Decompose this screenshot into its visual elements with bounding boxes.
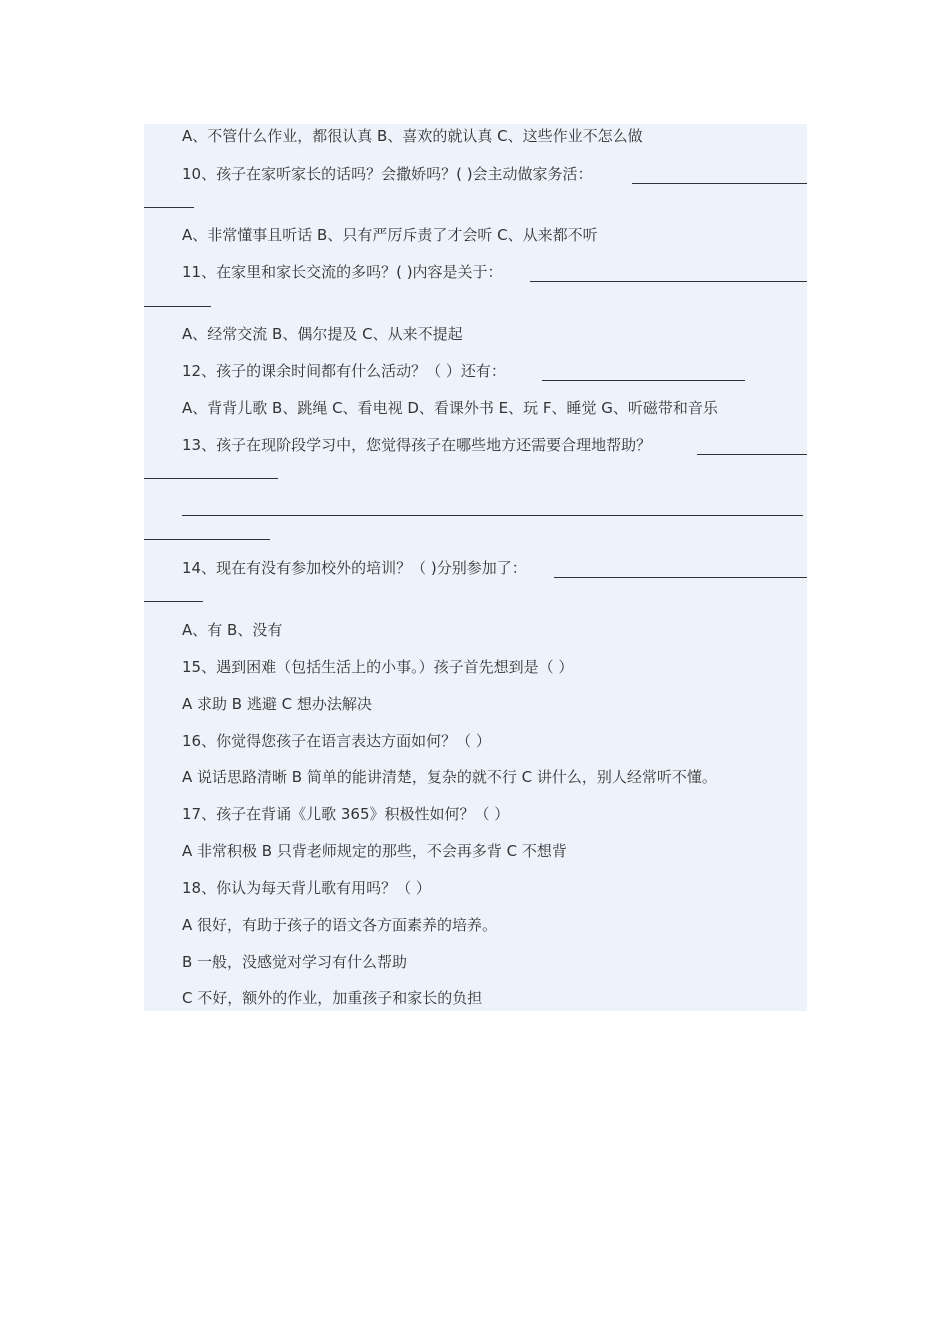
q10-question: 10、孩子在家听家长的话吗？会撒娇吗？( )会主动做家务活：	[182, 165, 593, 183]
q10-options: A、非常懂事且听话 B、只有严厉斥责了才会听 C、从来都不听	[182, 226, 598, 244]
q12-options: A、背背儿歌 B、跳绳 C、看电视 D、看课外书 E、玩 F、睡觉 G、听磁带和音乐	[182, 399, 718, 417]
q16-question: 16、你觉得您孩子在语言表达方面如何？（ ）	[182, 732, 491, 750]
q12-answer-blank[interactable]	[542, 380, 745, 381]
q18-option-b: B 一般，没感觉对学习有什么帮助	[182, 953, 408, 971]
q11-answer-blank-cont[interactable]	[144, 306, 211, 307]
q10-answer-blank[interactable]	[632, 183, 807, 184]
q11-options: A、经常交流 B、偶尔提及 C、从来不提起	[182, 325, 463, 343]
q13-answer-blank[interactable]	[697, 454, 807, 455]
q16-options: A 说话思路清晰 B 简单的能讲清楚，复杂的就不行 C 讲什么，别人经常听不懂。	[182, 768, 717, 786]
q12-question: 12、孩子的课余时间都有什么活动？（ ）还有：	[182, 362, 506, 380]
q18-option-a: A 很好，有助于孩子的语文各方面素养的培养。	[182, 916, 498, 934]
q15-options: A 求助 B 逃避 C 想办法解决	[182, 695, 372, 713]
q13-answer-blank-2[interactable]	[182, 515, 803, 516]
q17-options: A 非常积极 B 只背老师规定的那些，不会再多背 C 不想背	[182, 842, 567, 860]
q11-answer-blank[interactable]	[530, 281, 807, 282]
q14-answer-blank-cont[interactable]	[144, 601, 203, 602]
q10-answer-blank-cont[interactable]	[144, 207, 194, 208]
q11-question: 11、在家里和家长交流的多吗？( )内容是关于：	[182, 263, 503, 281]
q13-answer-blank-cont[interactable]	[144, 478, 278, 479]
q14-answer-blank[interactable]	[554, 577, 807, 578]
q18-question: 18、你认为每天背儿歌有用吗？（ ）	[182, 879, 431, 897]
q9-options: A、不管什么作业，都很认真 B、喜欢的就认真 C、这些作业不怎么做	[182, 127, 643, 145]
q13-question: 13、孩子在现阶段学习中，您觉得孩子在哪些地方还需要合理地帮助？	[182, 436, 652, 454]
q13-answer-blank-2-cont[interactable]	[144, 539, 270, 540]
questionnaire-page	[144, 124, 807, 1011]
q14-options: A、有 B、没有	[182, 621, 283, 639]
q17-question: 17、孩子在背诵《儿歌 365》积极性如何？（ ）	[182, 805, 510, 823]
q15-question: 15、遇到困难（包括生活上的小事。）孩子首先想到是（ ）	[182, 658, 574, 676]
q18-option-c: C 不好，额外的作业，加重孩子和家长的负担	[182, 989, 483, 1007]
q14-question: 14、现在有没有参加校外的培训？（ )分别参加了：	[182, 559, 527, 577]
